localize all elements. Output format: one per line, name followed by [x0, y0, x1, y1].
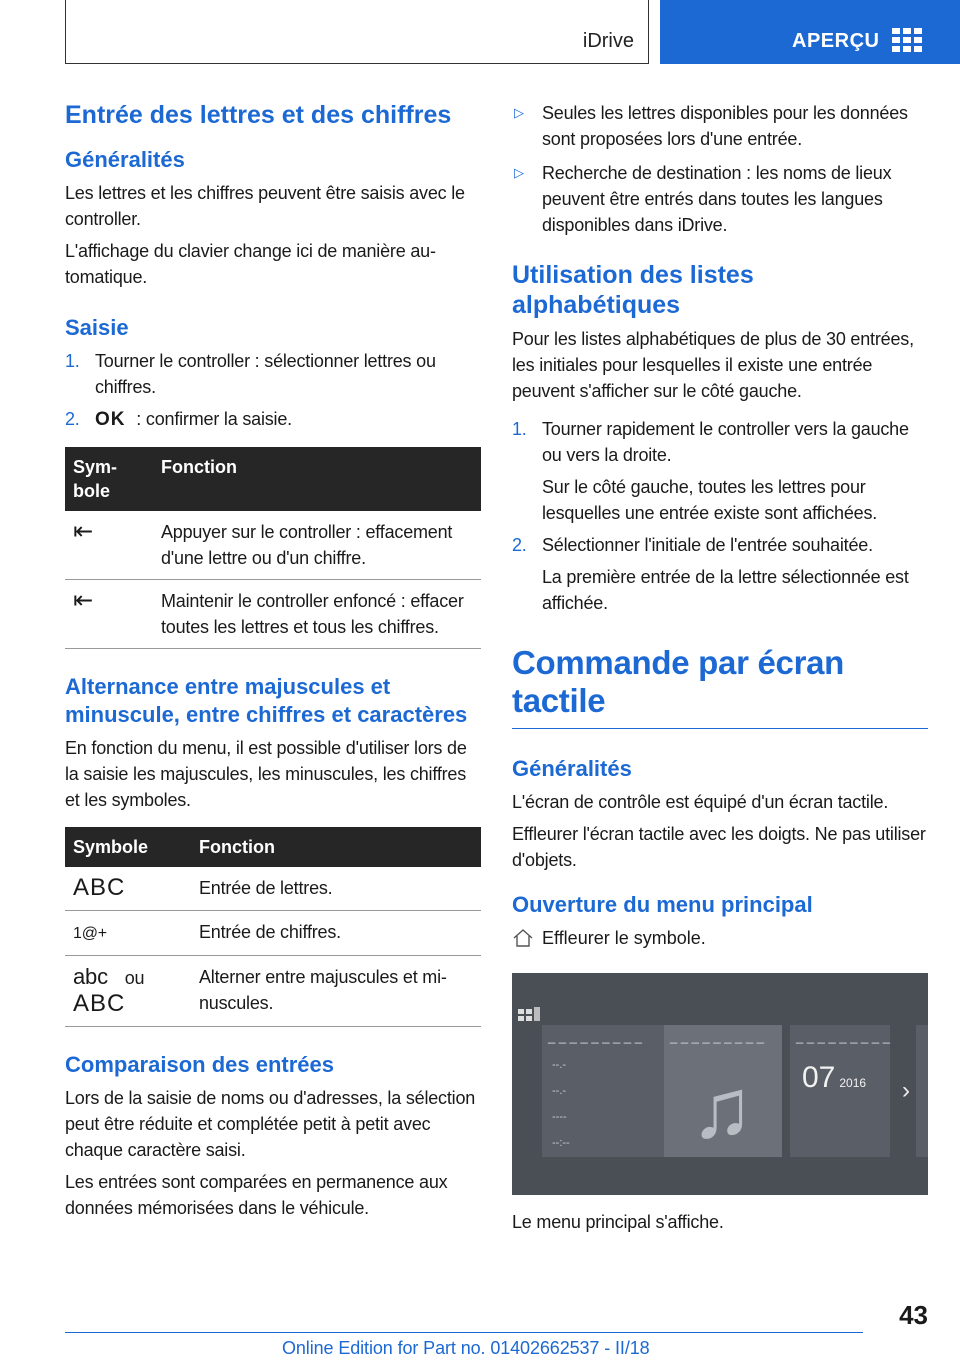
paragraph: Lors de la saisie de noms ou d'adresses, la sélection peut être réduite et complétée petit à petit avec chaque caractère saisi. — [65, 1088, 476, 1160]
list-item — [65, 348, 481, 400]
list-number: 1. — [65, 351, 80, 371]
menu-grid-icon — [518, 1007, 542, 1023]
backspace-icon: ⇤ — [65, 580, 153, 649]
triangle-bullet-icon: ▷ — [514, 105, 524, 120]
list-number: 2. — [512, 535, 527, 555]
list-item — [512, 416, 928, 526]
right-column — [512, 100, 928, 1241]
table-row — [65, 911, 481, 956]
listes-heading: Utilisation des listes alphabétiques — [512, 261, 754, 319]
tile-row-value: --:-- — [552, 1137, 570, 1149]
paragraph: En fonction du menu, il est possible d'utiliser lors de la saisie les majuscules, les minuscules, les chiffres et les symboles. — [65, 738, 467, 810]
or-label: ou — [124, 968, 145, 988]
list-item — [65, 406, 481, 433]
tile-title: _ _ _ _ _ _ _ _ _ — [548, 1029, 642, 1044]
list-text: Tourner le controller : sélectionner lettres ou chiffres. — [95, 351, 436, 397]
backspace-icon: ⇤ — [65, 511, 153, 580]
menu-heading: Ouverture du menu principal — [512, 892, 813, 917]
table-cell-function: Entrée de chiffres. — [191, 911, 481, 956]
home-icon — [512, 928, 534, 948]
list-text: : confirmer la saisie. — [131, 409, 292, 429]
numbers-symbols-icon: 1@+ — [73, 925, 107, 942]
list-subtext: La première entrée de la lettre sélectionnée est affichée. — [542, 567, 909, 613]
table-header-function: Fonction — [153, 447, 481, 511]
tile-row-value: ---- — [552, 1111, 567, 1123]
footer-divider — [65, 1332, 863, 1333]
alternance-heading: Alternance entre majuscules et minuscule, entre chiffres et caractères — [65, 674, 468, 727]
list-subtext: Sur le côté gauche, toutes les lettres pour lesquelles une entrée existe sont affichées. — [542, 477, 878, 523]
paragraph: Les lettres et les chiffres peuvent être saisis avec le controller. — [65, 183, 465, 229]
list-number: 1. — [512, 419, 527, 439]
header-section-label: iDrive — [582, 30, 634, 52]
comparaison-heading: Comparaison des entrées — [65, 1052, 334, 1077]
table-row — [65, 867, 481, 911]
main-menu-screenshot — [512, 973, 928, 1195]
calendar-date: 07 2016 — [802, 1061, 867, 1094]
abc-uppercase-icon: ABC — [73, 990, 126, 1017]
list-text: Tourner rapidement le controller vers la gauche ou vers la droite. — [542, 419, 909, 465]
table-cell-function: Alterner entre majuscules et minuscules. — [191, 956, 481, 1027]
generalites-heading: Généralités — [512, 756, 632, 781]
symbol-table-2 — [65, 827, 481, 1027]
saisie-heading: Saisie — [65, 315, 129, 340]
paragraph: Effleurer l'écran tactile avec les doigts. Ne pas utiliser d'objets. — [512, 824, 926, 870]
table-header-function: Fonction — [191, 827, 481, 867]
chevron-right-icon[interactable]: › — [902, 1077, 910, 1104]
menu-tile-next[interactable] — [916, 1025, 928, 1157]
menu-step-text: Effleurer le symbole. — [542, 928, 706, 948]
paragraph: L'affichage du clavier change ici de manière automatique. — [65, 241, 436, 287]
grid-menu-icon[interactable] — [892, 28, 922, 54]
bullet-text: Seules les lettres disponibles pour les données sont proposées lors d'une entrée. — [542, 103, 908, 149]
paragraph: Le menu principal s'affiche. — [512, 1212, 724, 1232]
bullet-text: Recherche de destination : les noms de lieux peuvent être entrés dans toutes les langues disponibles dans iDrive. — [542, 163, 892, 235]
abc-uppercase-icon: ABC — [73, 874, 126, 901]
paragraph: L'écran de contrôle est équipé d'un écran tactile. — [512, 792, 889, 812]
table-cell-function: Appuyer sur le controller : effacement d'une lettre ou d'un chiffre. — [153, 511, 481, 580]
bullet-item — [512, 100, 928, 152]
table-cell-function: Entrée de lettres. — [191, 867, 481, 911]
generalites-heading: Généralités — [65, 147, 185, 172]
bullet-item — [512, 160, 928, 238]
list-text: Sélectionner l'initiale de l'entrée souhaitée. — [542, 535, 873, 555]
paragraph: Les entrées sont comparées en permanence aux données mémorisées dans le véhicule. — [65, 1172, 448, 1218]
list-item — [512, 532, 928, 616]
tile-row-value: --.- — [552, 1085, 567, 1097]
music-note-icon: ♫ — [690, 1061, 754, 1155]
ok-icon: OK — [95, 409, 126, 430]
tile-row-value: --.- — [552, 1059, 567, 1071]
tile-title: _ _ _ _ _ _ _ _ _ — [670, 1029, 764, 1044]
table-cell-function: Maintenir le controller enfoncé : effacer toutes les lettres et tous les chiffres. — [153, 580, 481, 649]
left-column — [65, 100, 481, 1227]
header-chapter-tab[interactable] — [660, 0, 960, 64]
table-row — [65, 580, 481, 649]
chapter-title: Commande par écran tactile — [512, 644, 928, 729]
footer-edition: Online Edition for Part no. 01402662537 - II/18 — [282, 1338, 650, 1358]
tile-title: _ _ _ _ _ _ _ _ _ — [796, 1029, 890, 1044]
paragraph: Pour les listes alphabétiques de plus de 30 entrées, les initiales pour lesquelles il existe une entrée peuvent s'afficher sur le côté gauche. — [512, 329, 914, 401]
header-chapter-label: APERÇU — [792, 30, 880, 52]
table-header-symbol: Symbole — [65, 447, 153, 511]
table-header-symbol: Symbole — [65, 827, 191, 867]
list-number: 2. — [65, 409, 80, 429]
abc-lowercase-icon: abc — [73, 964, 108, 989]
table-row — [65, 956, 481, 1027]
section-title: Entrée des lettres et des chiffres — [65, 101, 452, 129]
table-row — [65, 511, 481, 580]
page-number: 43 — [899, 1300, 928, 1330]
header-section-box — [65, 0, 649, 64]
triangle-bullet-icon: ▷ — [514, 165, 524, 180]
symbol-table-1 — [65, 447, 481, 649]
